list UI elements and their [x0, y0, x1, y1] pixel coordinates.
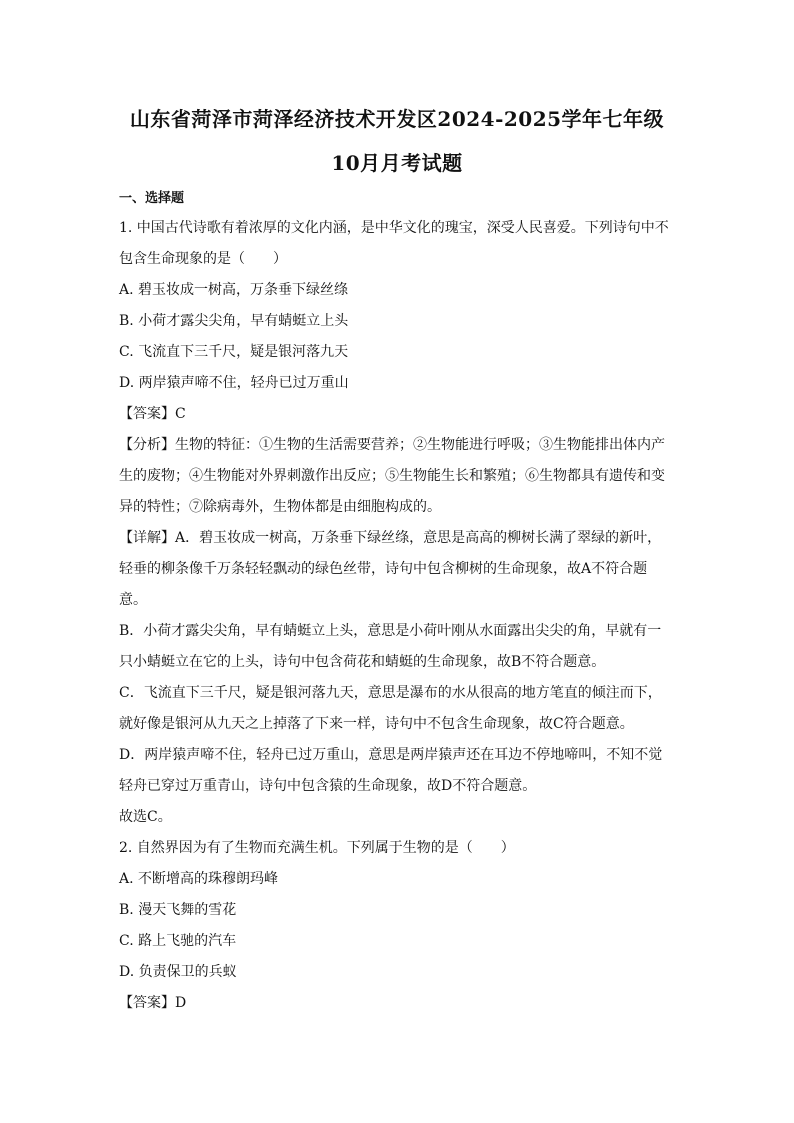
option-line: C. 飞流直下三千尺，疑是银河落九天: [119, 344, 349, 360]
explanation-line: 就好像是银河从九天之上掉落了下来一样，诗句中不包含生命现象，故C符合题意。: [119, 716, 634, 732]
document-body: [119, 213, 675, 1019]
explanation-line: 只小蜻蜓立在它的上头，诗句中包含荷花和蜻蜓的生命现象，故B不符合题意。: [119, 654, 606, 670]
answer-line: 【答案】C: [119, 406, 186, 422]
explanation-line: D．两岸猿声啼不住，轻舟已过万重山，意思是两岸猿声还在耳边不停地啼叫，不知不觉: [119, 747, 663, 763]
explanation-line: C．飞流直下三千尺，疑是银河落九天，意思是瀑布的水从很高的地方笔直的倾注而下，: [119, 685, 662, 701]
option-line: B. 漫天飞舞的雪花: [119, 902, 237, 918]
option-line: C. 路上飞驰的汽车: [119, 933, 237, 949]
section-heading: 一、选择题: [119, 191, 185, 206]
conclusion-line: 故选C。: [119, 809, 172, 825]
explanation-line: 意。: [119, 592, 147, 608]
option-line: A. 碧玉妆成一树高，万条垂下绿丝绦: [119, 282, 349, 298]
text-line: 2. 自然界因为有了生物而充满生机。下列属于生物的是（ ）: [119, 840, 515, 856]
analysis-line: 【分析】生物的特征：①生物的生活需要营养；②生物能进行呼吸；③生物能排出体内产: [119, 437, 665, 453]
explanation-line: 【详解】A．碧玉妆成一树高，万条垂下绿丝绦，意思是高高的柳树长满了翠绿的新叶，: [119, 530, 662, 546]
explanation-line: 轻垂的柳条像千万条轻轻飘动的绿色丝带，诗句中包含柳树的生命现象，故A不符合题: [119, 561, 648, 577]
title-line-1: 山东省菏泽市菏泽经济技术开发区2024-2025学年七年级: [129, 107, 665, 131]
analysis-line: 生的废物；④生物能对外界刺激作出反应；⑤生物能生长和繁殖；⑥生物都具有遗传和变: [119, 468, 665, 484]
text-line: 1. 中国古代诗歌有着浓厚的文化内涵，是中华文化的瑰宝，深受人民喜爱。下列诗句中不: [119, 220, 669, 236]
answer-line: 【答案】D: [119, 995, 187, 1011]
text-line: 包含生命现象的是（ ）: [119, 251, 287, 267]
title-line-2: 10月月考试题: [331, 151, 463, 175]
option-line: B. 小荷才露尖尖角，早有蜻蜓立上头: [119, 313, 349, 329]
explanation-line: 轻舟已穿过万重青山，诗句中包含猿的生命现象，故D不符合题意。: [119, 778, 537, 794]
option-line: D. 负责保卫的兵蚁: [119, 964, 237, 980]
analysis-line: 异的特性；⑦除病毒外，生物体都是由细胞构成的。: [119, 499, 441, 515]
option-line: A. 不断增高的珠穆朗玛峰: [119, 871, 279, 887]
explanation-line: B．小荷才露尖尖角，早有蜻蜓立上头，意思是小荷叶刚从水面露出尖尖的角，早就有一: [119, 623, 662, 639]
option-line: D. 两岸猿声啼不住，轻舟已过万重山: [119, 375, 349, 391]
